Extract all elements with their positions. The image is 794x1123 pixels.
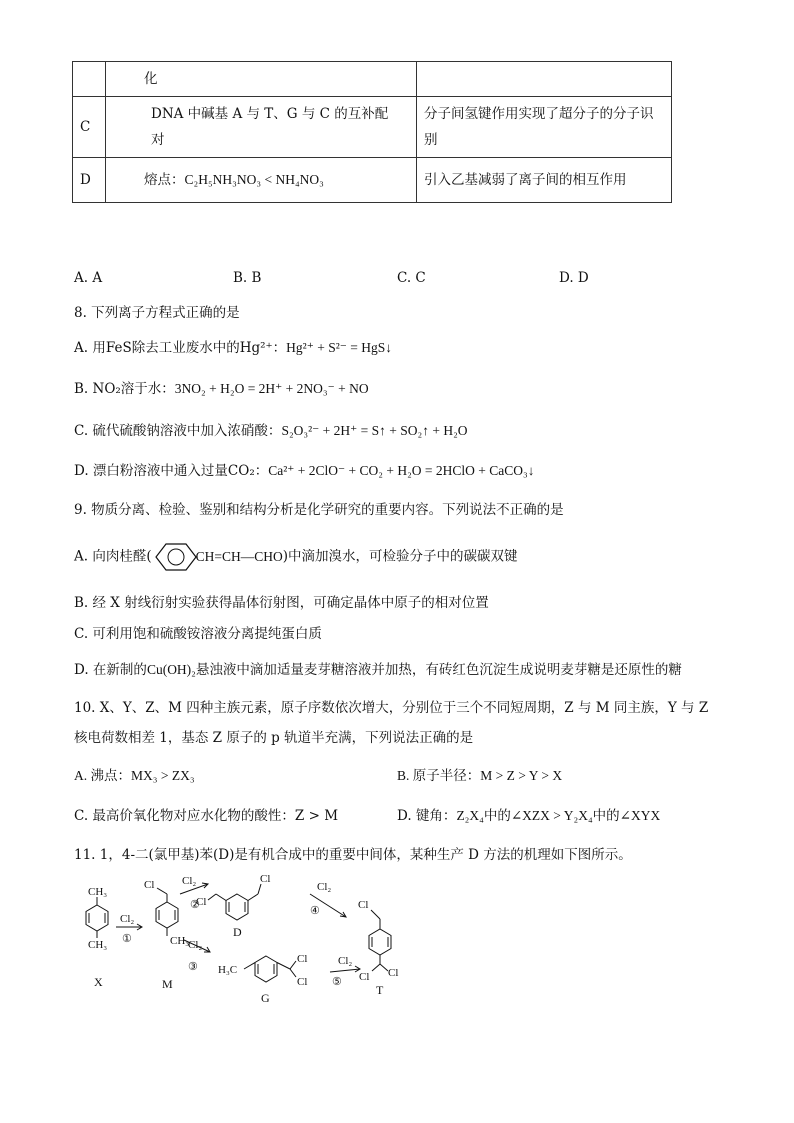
melting-point-formula: C₂H₅NH₃NO₃ < NH₄NO₃	[184, 172, 324, 187]
option-equation: Hg²⁺ + S²⁻ = HgS↓	[286, 340, 392, 355]
reagent-5: Cl₂	[338, 955, 353, 967]
step-5: ⑤	[332, 976, 342, 988]
q10-stem-line1: 10. X、Y、Z、M 四种主族元素，原子序数依次增大，分别位于三个不同短周期，Z 与 M 同主族，Y 与 Z	[74, 700, 709, 716]
t-cl-right: Cl	[388, 967, 399, 979]
reagent-3: Cl₂	[188, 939, 203, 951]
cinnamaldehyde-chain: CH=CH—CHO	[195, 548, 283, 564]
option-text: A. 向肉桂醛(	[74, 548, 152, 565]
m-ch3: CH₃	[170, 935, 190, 947]
g-cl-top: Cl	[297, 953, 308, 965]
q7-option-b: B. B	[233, 270, 262, 286]
x-ch3-bottom: CH₃	[88, 939, 108, 951]
cell-line: 别	[424, 132, 438, 148]
reagent-2: Cl₂	[182, 875, 197, 887]
table-row	[73, 97, 672, 158]
row-label: C	[73, 97, 106, 158]
q8-option-b	[74, 377, 369, 397]
table-cell	[417, 62, 672, 97]
table-cell	[106, 158, 417, 203]
d-cl-left: Cl	[196, 896, 207, 908]
q10-stem-line2: 核电荷数相差 1，基态 Z 原子的 p 轨道半充满，下列说法正确的是	[74, 730, 474, 746]
q9-stem: 9. 物质分离、检验、鉴别和结构分析是化学研究的重要内容。下列说法不正确的是	[74, 502, 564, 518]
table-cell	[106, 97, 417, 158]
g-cl-bottom: Cl	[297, 976, 308, 988]
q7-option-c: C. C	[397, 270, 426, 286]
cell-text: 熔点：	[144, 172, 185, 188]
q7-option-d: D. D	[559, 270, 589, 286]
reagent-1: Cl₂	[120, 913, 135, 925]
q8-option-a	[74, 336, 392, 356]
q8-option-c	[74, 419, 468, 439]
reagent-4: Cl₂	[317, 881, 332, 893]
m-cl: Cl	[144, 879, 155, 891]
cell-line: 对	[151, 132, 165, 148]
option-formula: Cu(OH)₂	[146, 662, 196, 677]
reaction-scheme	[60, 872, 480, 1012]
g-h3c: H₃C	[218, 964, 238, 976]
q9-option-b: B. 经 X 射线衍射实验获得晶体衍射图，可确定晶体中原子的相对位置	[74, 595, 489, 611]
table-cell: 化	[106, 62, 417, 97]
q9-option-a	[74, 542, 518, 572]
q10-option-d	[397, 804, 660, 824]
q8-stem: 8. 下列离子方程式正确的是	[74, 305, 240, 321]
option-text: 悬浊液中滴加适量麦芽糖溶液并加热，有砖红色沉淀生成说明麦芽糖是还原性的糖	[195, 662, 682, 678]
step-1: ①	[122, 933, 132, 945]
step-4: ④	[310, 905, 320, 917]
label-g: G	[261, 991, 270, 1005]
option-text: D. 键角：	[397, 808, 457, 824]
q9-option-c: C. 可利用饱和硫酸铵溶液分离提纯蛋白质	[74, 626, 322, 642]
option-equation: S₂O₃²⁻ + 2H⁺ = S↑ + SO₂↑ + H₂O	[281, 423, 468, 438]
option-text: D. 在新制的	[74, 662, 147, 678]
benzene-ring-icon	[154, 542, 198, 572]
q11-stem: 11. 1，4-二(氯甲基)苯(D)是有机合成中的重要中间体，某种生产 D 方法的机理如下图所示。	[74, 847, 632, 863]
row-label	[73, 62, 106, 97]
label-m: M	[162, 977, 173, 991]
cell-line: DNA 中碱基 A 与 T、G 与 C 的互补配	[151, 106, 389, 122]
q10-option-a: A. 沸点：MX₃ > ZX₃	[74, 768, 195, 783]
q7-option-a: A. A	[74, 270, 103, 286]
d-cl-right: Cl	[260, 873, 271, 885]
table-row	[73, 158, 672, 203]
step-2: ②	[190, 899, 200, 911]
table-cell: 引入乙基减弱了离子间的相互作用	[417, 158, 672, 203]
option-text: )中滴加溴水，可检验分子中的碳碳双键	[282, 548, 518, 565]
step-3: ③	[188, 961, 198, 973]
label-d: D	[233, 925, 242, 939]
option-text: A. 用FeS除去工业废水中的Hg²⁺：	[74, 340, 287, 356]
label-x: X	[94, 975, 103, 989]
table-cell	[417, 97, 672, 158]
q8-option-d	[74, 459, 534, 479]
option-text: D. 漂白粉溶液中通入过量CO₂：	[74, 463, 269, 479]
t-cl-top: Cl	[358, 899, 369, 911]
comparison-table	[72, 61, 672, 203]
q9-option-d	[74, 658, 682, 678]
table-row	[73, 62, 672, 97]
row-label: D	[73, 158, 106, 203]
option-text: C. 硫代硫酸钠溶液中加入浓硝酸：	[74, 423, 282, 439]
label-t: T	[376, 983, 384, 997]
option-text: B. NO₂溶于水：	[74, 381, 175, 397]
cell-line: 分子间氢键作用实现了超分子的分子识	[424, 106, 654, 122]
q10-option-b: B. 原子半径：M > Z > Y > X	[397, 768, 563, 783]
t-cl-left: Cl	[359, 971, 370, 983]
x-ch3-top: CH₃	[88, 886, 108, 898]
option-equation: Ca²⁺ + 2ClO⁻ + CO₂ + H₂O = 2HClO + CaCO₃↓	[268, 463, 535, 478]
q10-option-c: C. 最高价氧化物对应水化物的酸性：Z > M	[74, 808, 339, 824]
option-equation: 3NO₂ + H₂O = 2H⁺ + 2NO₃⁻ + NO	[174, 381, 369, 396]
option-formula: Z₂X₄中的∠XZX > Y₂X₄中的∠XYX	[456, 808, 661, 823]
